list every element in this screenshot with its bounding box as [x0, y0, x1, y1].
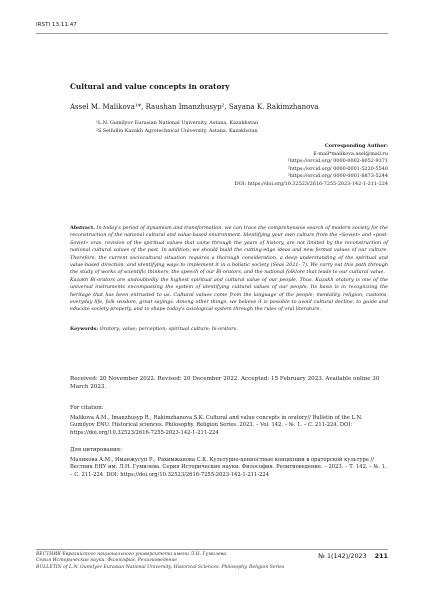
corresponding-heading: Corresponding Author: — [324, 143, 388, 149]
citation-heading-en: For citation: — [70, 405, 104, 411]
abstract-paragraph-2: Kazakh Bi-orators are undoubtedly the highest spiritual and cultural value of our people. Thus, Kazakh oratory is one of the universal instruments encompassing the system of identifying cultural values of our people. Its basis is in recognizing the heritage that has been entrusted to us. Cultural values come from the language of the people, mentality, religion, customs, everyday life, folk wisdom, great sayings. Among other things, we believe it is possible to avoid cultural decline, to guide and educate society properly, and to shape today's axiological system through the rules of oral literature. — [70, 276, 388, 313]
citation-text-en: Malikova A.M., Imanzhusyp R., Rakimzhanova S.K. Cultural and value concepts in oratory// Bulletin of the L.N. Gumilyov ENU. Historical sciences. Philosophy. Religion Series. 2023. – Vol. 142. – №. 1. – C. 211-224. DOI: https://doi.org/10.32523/2616-7255-2023-142-1-211-224 — [70, 415, 363, 436]
footer-issue-page — [310, 552, 388, 560]
doi-link[interactable]: DOI: https://doi.org/10.32523/2616-7255-2023-142-1-211-224 — [234, 180, 388, 187]
citation-heading-ru: Для цитирования: — [70, 447, 122, 453]
keywords-text: Oratory; value; perception; spiritual culture; bi-orators. — [98, 326, 238, 332]
keywords — [70, 326, 388, 333]
footer-journal-line-3: BULLETIN of L.N. Gumilyov Eurasian National University. Historical Sciences. Philosophy. Religion Series — [36, 564, 285, 570]
affiliation-1: ¹L.N. Gumilyov Eurasian National University, Astana, Kazakhstan — [96, 120, 259, 126]
irsti-code: IRSTI 13.11.47 — [36, 22, 77, 28]
affiliations — [96, 120, 258, 135]
article-title: Cultural and value concepts in oratory — [70, 82, 230, 91]
issue-number: № 1(142)/2023 — [318, 552, 367, 560]
abstract — [70, 225, 388, 314]
citation-text-ru: Маликова А.М., Иманжусуп Р., Рахимжанова С.К. Культурно-ценностные концепции в ораторской культуре // Вестник ЕНУ им. Л.Н. Гумилева. Серия Исторические науки. Философия. Религиоведение. – 2023. – Т. 142. – №. 1. – С. 211-224. DOI: https://doi.org/10.32523/2616-7255-2023-142-1-211-224 — [70, 457, 387, 478]
orcid-link-2[interactable]: ²https://orcid.org/ 0000-0001-5220-5540 — [287, 165, 388, 172]
abstract-paragraph-1 — [70, 225, 388, 277]
affiliation-2: ²S.Seifullin Kazakh Agrotechnical University, Astana, Kazakhstan — [96, 127, 258, 134]
orcid-link-3[interactable]: ³https://orcid.org/ 0000-0001-8873-5244 — [287, 173, 388, 180]
header-rule — [36, 33, 388, 34]
footer-journal-line-1: ВЕСТНИК Евразийского национального университета имени Л.Н. Гумилева. — [36, 552, 228, 557]
abstract-label: Abstract. — [70, 225, 95, 231]
keywords-label: Keywords: — [70, 326, 99, 332]
article-authors: Assel M. Malikova¹*, Raushan Imanzhusyp², Sayana K. Rakimzhanova — [70, 103, 319, 111]
orcid-link-1[interactable]: ¹https://orcid.org/ 0000-0002-8052-9371 — [287, 158, 388, 165]
page-number: 211 — [374, 552, 388, 560]
footer-journal-line-2: Серия Исторические науки. Философия. Религиоведение — [36, 558, 178, 564]
corresponding-author-block — [235, 143, 388, 189]
footer-journal — [36, 552, 284, 571]
received-dates: Received: 20 November 2022. Revised: 20 December 2022. Accepted: 15 February 2023. Available online 30 March 2023. — [70, 376, 380, 390]
corresponding-email[interactable]: E-mail*malikova.asel@mail.ru — [313, 150, 388, 157]
abstract-text-1: In today's period of dynamism and transformation, we can trace the comprehensive search of modern society for the reconstruction of the national cultural and value-based environment. Identifying your own culture from the «Soviet» and «post-Soviet» eras, revision of the spiritual values that came through the years of history, are not limited by the reconstruction of national cultural values of the past. In addition, we should build the cutting-edge ideas and new format values of our culture. Therefore, the current sociocultural situation requires a thorough consideration, a deep understanding of the spiritual and value-based direction, and identifying ways to implement it in a holistic society (Seas 2021: 7). We carry out this path through the study of works of scientific thinkers, the speech of our Bi-orators, and the national folklore that leads to our cultural value. — [70, 225, 388, 276]
footer-rule — [36, 549, 388, 550]
